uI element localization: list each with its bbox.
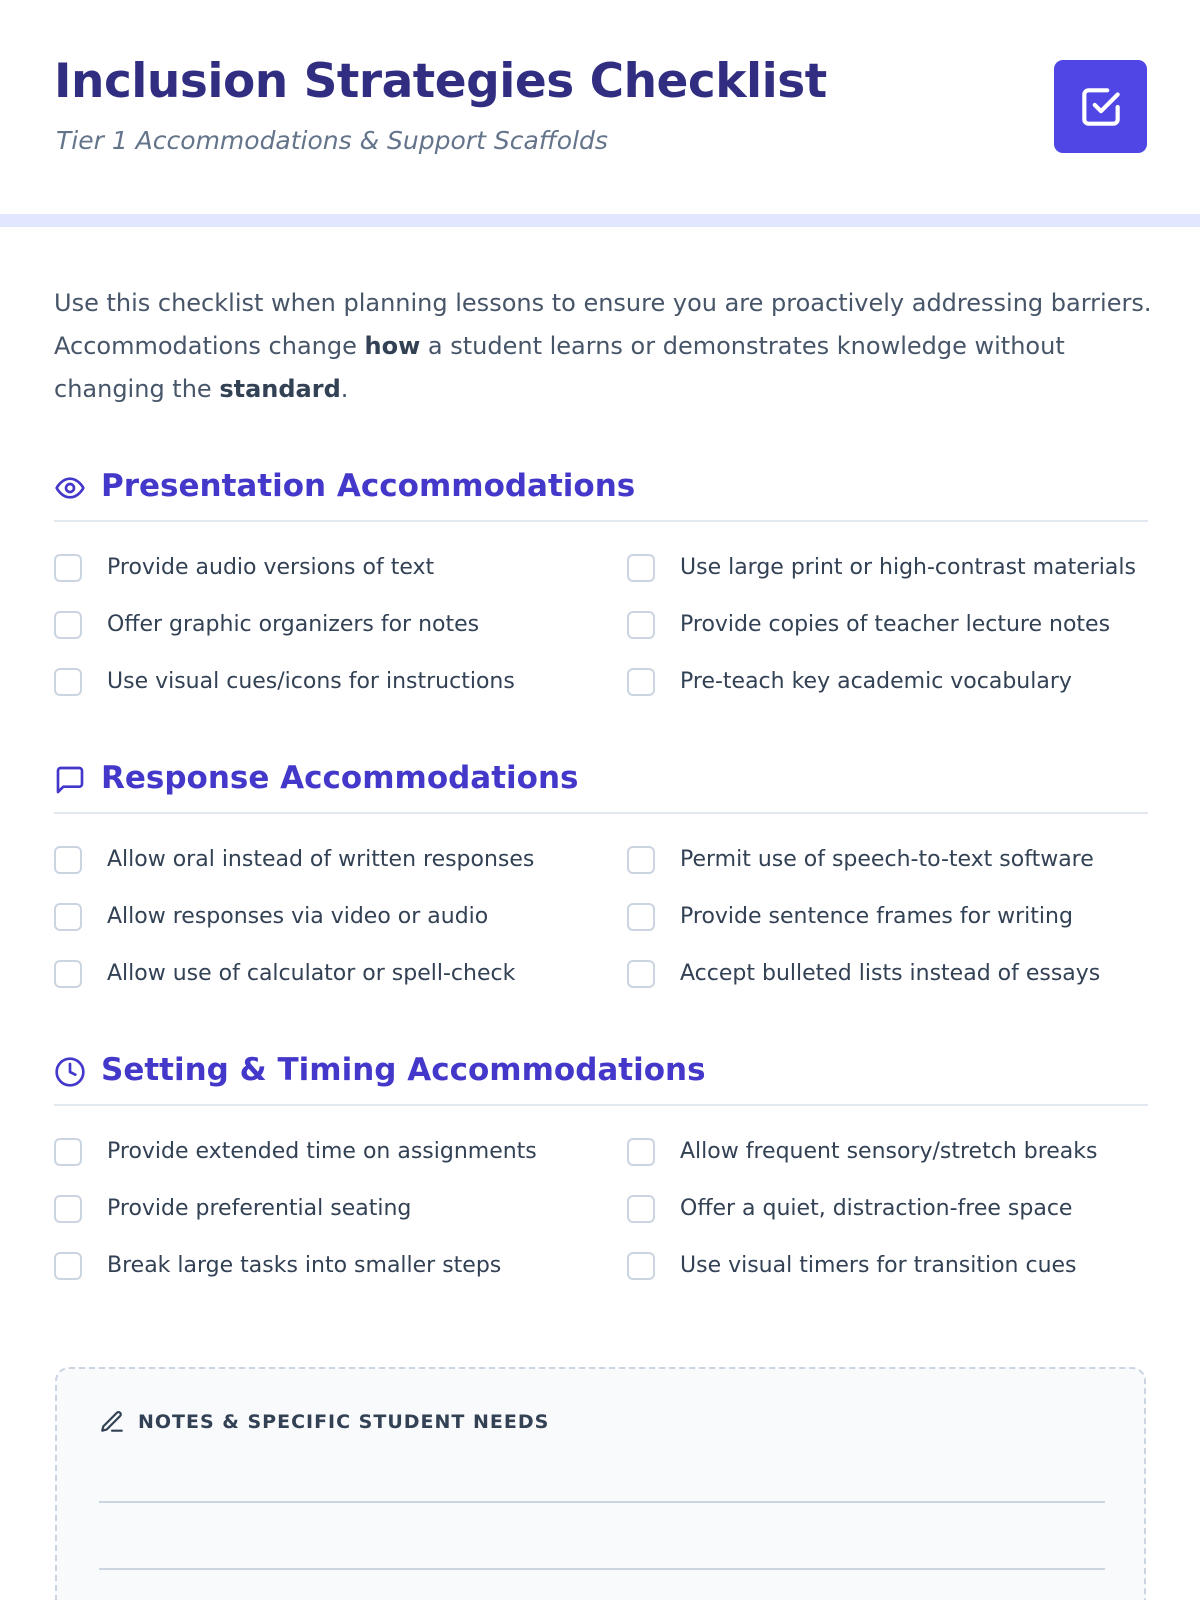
note-writing-line [99, 1501, 1105, 1503]
checklist-item[interactable] [54, 1244, 627, 1287]
checkbox[interactable] [627, 903, 655, 931]
checklist-grid [54, 546, 1148, 703]
checkbox[interactable] [54, 1138, 82, 1166]
checklist-item-label: Accept bulleted lists instead of essays [680, 961, 1101, 986]
checkbox[interactable] [627, 668, 655, 696]
notes-title: NOTES & SPECIFIC STUDENT NEEDS [138, 1411, 550, 1433]
section-title: Response Accommodations [101, 760, 579, 796]
checklist-item[interactable] [54, 952, 627, 995]
checkbox[interactable] [627, 1252, 655, 1280]
checklist-item[interactable] [627, 603, 1148, 646]
checkbox[interactable] [54, 668, 82, 696]
checklist-item[interactable] [54, 895, 627, 938]
checkbox[interactable] [627, 1138, 655, 1166]
checklist-item-label: Permit use of speech-to-text software [680, 847, 1094, 872]
checklist-item[interactable] [627, 1187, 1148, 1230]
checklist-item-label: Use visual cues/icons for instructions [107, 669, 515, 694]
checklist-item[interactable] [54, 603, 627, 646]
intro-text-1: Use this checklist when planning lessons to ensure you are proactively addressing barriers. Accommodations change [54, 289, 1152, 360]
checklist-item-label: Offer a quiet, distraction-free space [680, 1196, 1073, 1221]
intro-emphasis-how: how [364, 332, 421, 360]
notes-header [99, 1409, 549, 1435]
checklist-item[interactable] [627, 952, 1148, 995]
checklist-item-label: Allow use of calculator or spell-check [107, 961, 516, 986]
checklist-item[interactable] [54, 1130, 627, 1173]
checklist-item-label: Allow responses via video or audio [107, 904, 489, 929]
checklist-item-label: Provide sentence frames for writing [680, 904, 1073, 929]
checklist-item-label: Allow frequent sensory/stretch breaks [680, 1139, 1098, 1164]
checklist-item[interactable] [627, 546, 1148, 589]
checkbox[interactable] [54, 554, 82, 582]
checklist-item[interactable] [627, 1130, 1148, 1173]
checklist-item[interactable] [54, 838, 627, 881]
checkbox[interactable] [54, 846, 82, 874]
intro-text-2: a student learns or demonstrates knowledge without changing the [54, 332, 1065, 403]
section-response [54, 754, 1148, 995]
checkbox[interactable] [54, 903, 82, 931]
checkbox[interactable] [627, 846, 655, 874]
speech-bubble-icon [54, 764, 86, 796]
checklist-item-label: Provide audio versions of text [107, 555, 435, 580]
pencil-icon [99, 1409, 125, 1435]
clock-icon [54, 1056, 86, 1088]
checkbox[interactable] [627, 960, 655, 988]
checklist-item[interactable] [54, 660, 627, 703]
checklist-item-label: Provide extended time on assignments [107, 1139, 537, 1164]
header [0, 0, 1200, 214]
checklist-grid [54, 838, 1148, 995]
checklist-item-label: Use visual timers for transition cues [680, 1253, 1077, 1278]
checkbox[interactable] [627, 554, 655, 582]
checklist-item-label: Provide copies of teacher lecture notes [680, 612, 1111, 637]
section-header [54, 462, 1148, 522]
checkbox[interactable] [54, 960, 82, 988]
checklist-item[interactable] [54, 546, 627, 589]
checklist-grid [54, 1130, 1148, 1287]
intro-emphasis-standard: standard [219, 375, 341, 403]
section-title: Setting & Timing Accommodations [101, 1052, 706, 1088]
page-title: Inclusion Strategies Checklist [54, 54, 827, 109]
intro-text-3: . [340, 375, 349, 403]
checklist-item-label: Pre-teach key academic vocabulary [680, 669, 1072, 694]
checkbox[interactable] [54, 611, 82, 639]
checklist-item-label: Offer graphic organizers for notes [107, 612, 480, 637]
section-header [54, 754, 1148, 814]
checklist-item-label: Break large tasks into smaller steps [107, 1253, 502, 1278]
checkbox[interactable] [54, 1252, 82, 1280]
notes-box[interactable] [55, 1367, 1146, 1600]
checklist-item[interactable] [54, 1187, 627, 1230]
checklist-item-label: Provide preferential seating [107, 1196, 412, 1221]
checklist-item[interactable] [627, 660, 1148, 703]
checklist-item-label: Allow oral instead of written responses [107, 847, 535, 872]
section-presentation [54, 462, 1148, 703]
page-subtitle: Tier 1 Accommodations & Support Scaffolds [56, 126, 608, 155]
checkbox[interactable] [627, 1195, 655, 1223]
section-header [54, 1046, 1148, 1106]
header-divider-band [0, 214, 1200, 227]
intro-paragraph [54, 282, 1154, 411]
note-writing-line [99, 1568, 1105, 1570]
checklist-item[interactable] [627, 1244, 1148, 1287]
checkbox-icon [1076, 82, 1126, 132]
eye-icon [54, 472, 86, 504]
section-setting-timing [54, 1046, 1148, 1287]
checkbox[interactable] [54, 1195, 82, 1223]
checklist-item[interactable] [627, 838, 1148, 881]
section-title: Presentation Accommodations [101, 468, 636, 504]
checklist-item[interactable] [627, 895, 1148, 938]
checkbox-badge [1054, 60, 1147, 153]
checklist-item-label: Use large print or high-contrast materials [680, 555, 1136, 580]
checkbox[interactable] [627, 611, 655, 639]
